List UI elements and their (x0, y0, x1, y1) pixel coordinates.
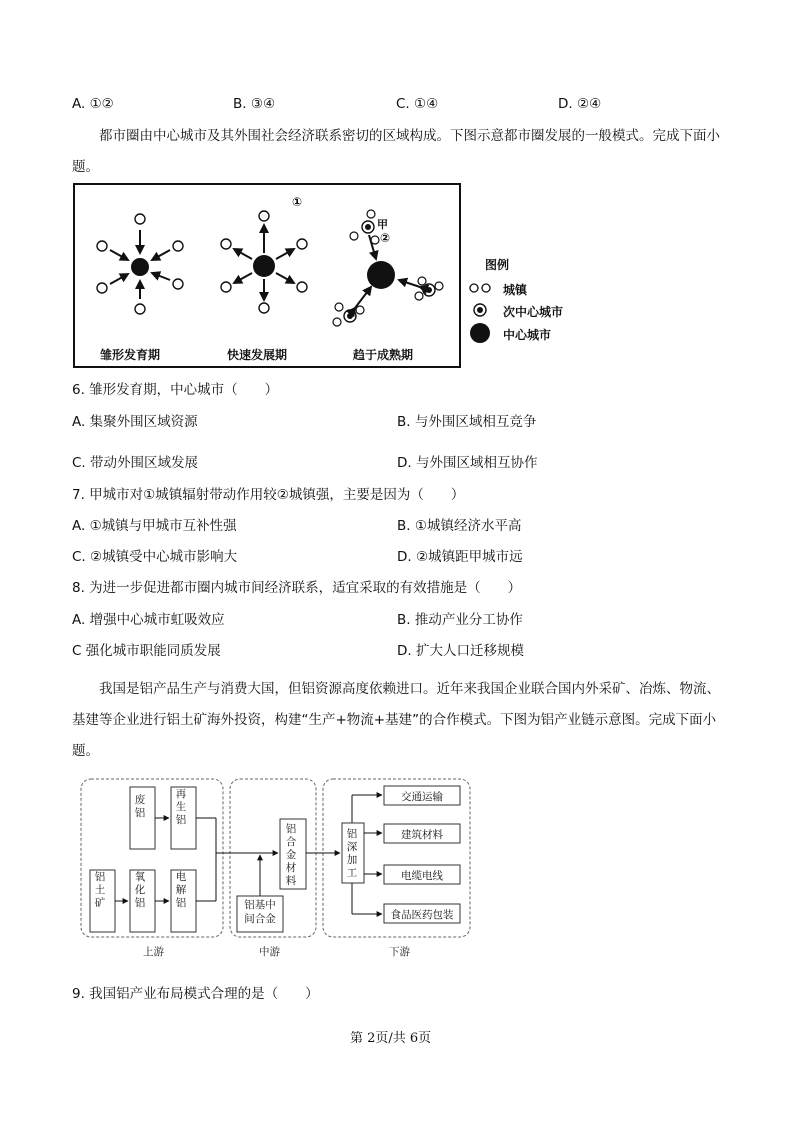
marker-jia: 甲 (377, 218, 388, 231)
q8-option-b: B. 推动产业分工协作 (397, 612, 523, 628)
option-b-prev: B. ③④ (233, 96, 276, 112)
q8-option-a: A. 增强中心城市虹吸效应 (72, 612, 225, 628)
q6-option-d: D. 与外围区域相互协作 (397, 455, 538, 471)
label-recycled: 再生铝 (175, 788, 187, 826)
q6-stem: 6. 雏形发育期，中心城市（ ） (72, 382, 279, 398)
label-bauxite: 铝土矿 (94, 871, 106, 909)
option-a-prev: A. ①② (72, 96, 114, 112)
metro-diagram (73, 183, 461, 368)
label-master-alloy: 铝基中间合金 (244, 899, 276, 925)
marker-two: ② (380, 231, 391, 245)
passage-metro: 都市圈由中心城市及其外围社会经济联系密切的区域构成。下图示意都市圈发展的一般模式。完成下面小题。 (72, 128, 720, 175)
stage-label-2: 快速发展期 (227, 348, 288, 362)
label-upstream: 上游 (143, 946, 164, 958)
label-electrolytic: 电解铝 (175, 871, 187, 909)
label-use-building: 建筑材料 (401, 829, 443, 841)
legend-town-icon (470, 284, 478, 292)
label-use-transport: 交通运输 (401, 791, 443, 803)
q7-option-a: A. ①城镇与甲城市互补性强 (72, 518, 237, 534)
q7-option-d: D. ②城镇距甲城市远 (397, 549, 523, 565)
legend-town: 城镇 (503, 283, 528, 297)
q6-option-b: B. 与外围区域相互竞争 (397, 414, 537, 430)
stage3-pattern (333, 210, 443, 326)
q8-option-d: D. 扩大人口迁移规模 (397, 643, 524, 659)
label-deep-processing: 铝深加工 (346, 828, 358, 879)
stage-label-1: 雏形发育期 (100, 348, 161, 362)
legend-center: 中心城市 (503, 328, 552, 342)
marker-one: ① (292, 195, 303, 209)
q7-option-b: B. ①城镇经济水平高 (397, 518, 522, 534)
q8-stem: 8. 为进一步促进都市圈内城市间经济联系，适宜采取的有效措施是（ ） (72, 580, 522, 596)
option-c-prev: C. ①④ (396, 96, 439, 112)
stage1-pattern (97, 214, 183, 314)
q7-option-c: C. ②城镇受中心城市影响大 (72, 549, 238, 565)
label-use-cable: 电缆电线 (401, 870, 443, 882)
legend-symbols (466, 280, 506, 345)
stage2-pattern (221, 211, 307, 313)
q6-option-c: C. 带动外围区域发展 (72, 455, 199, 471)
q6-option-a: A. 集聚外围区域资源 (72, 414, 198, 430)
option-d-prev: D. ②④ (558, 96, 602, 112)
q9-stem: 9. 我国铝产业布局模式合理的是（ ） (72, 986, 319, 1002)
q8-option-c: C 强化城市职能同质发展 (72, 643, 221, 659)
q7-stem: 7. 甲城市对①城镇辐射带动作用较②城镇强，主要是因为（ ） (72, 487, 465, 503)
passage-aluminum: 我国是铝产品生产与消费大国，但铝资源高度依赖进口。近年来我国企业联合国内外采矿、冶炼、物流、基建等企业进行铝土矿海外投资，构建“生产+物流+基建”的合作模式。下图为铝产业链示意图。完成下面小题。 (72, 681, 720, 759)
legend-center-icon (470, 323, 490, 343)
legend-title: 图例 (485, 258, 510, 272)
page-footer: 第 2页/共 6页 (350, 1031, 432, 1046)
legend-subcenter: 次中心城市 (503, 305, 564, 319)
label-scrap: 废铝 (134, 794, 146, 819)
label-downstream: 下游 (389, 946, 410, 958)
label-alloy-material: 铝合金材料 (285, 823, 297, 887)
stage-label-3: 趋于成熟期 (353, 348, 414, 362)
label-use-packaging: 食品医药包装 (390, 909, 454, 921)
label-alumina: 氧化铝 (134, 871, 146, 909)
label-midstream: 中游 (259, 946, 280, 958)
